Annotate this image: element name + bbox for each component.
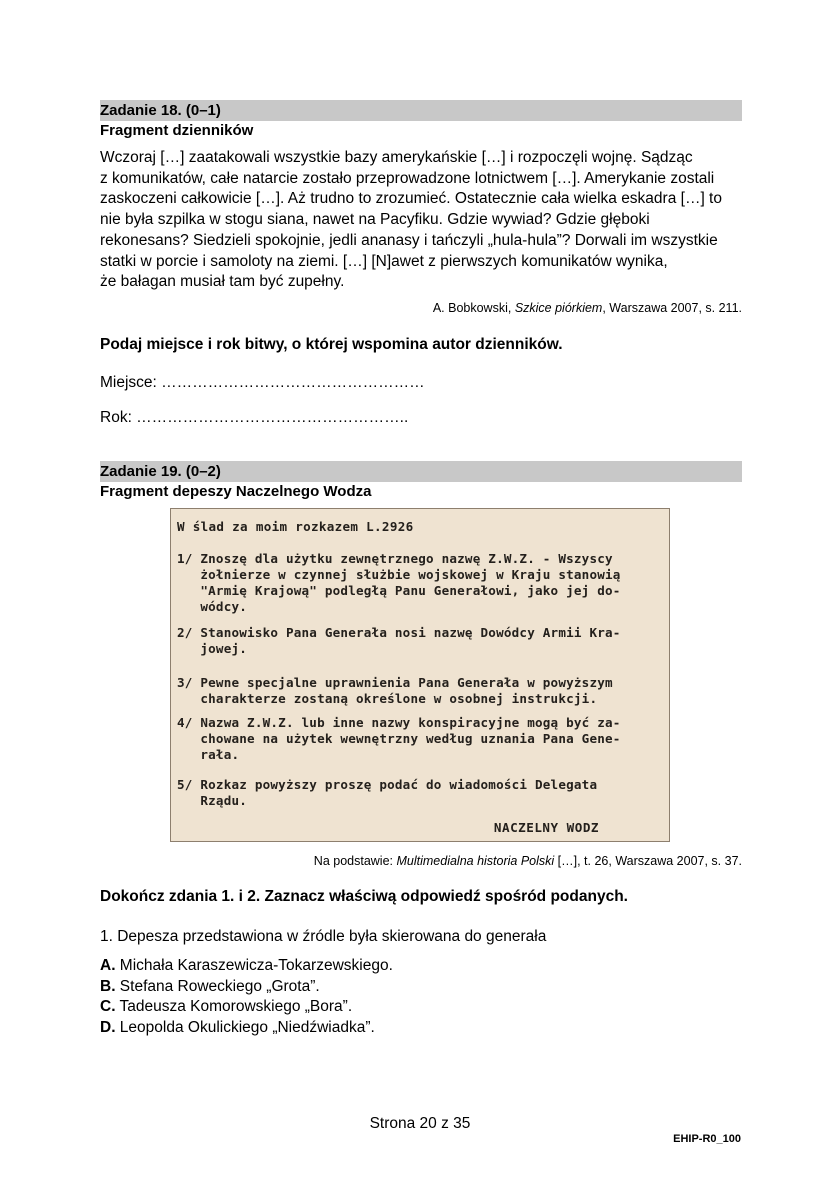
option-letter: B.: [100, 977, 116, 995]
source-title: Multimedialna historia Polski: [396, 854, 555, 868]
source-title: Szkice piórkiem: [514, 301, 603, 315]
source-prefix: A. Bobkowski,: [432, 301, 515, 315]
telegram-item-1: 1/ Znoszę dla użytku zewnętrznego nazwę Z.W.Z. - Wszyscy żołnierze w czynnej służbie wojskowej w Kraju stanowią "Armię Krajową" podległą Panu Generałowi, jako jej do- wódcy.: [177, 551, 621, 614]
diary-fragment: [100, 148, 740, 293]
task-18-source: [433, 301, 742, 315]
source-suffix: , Warszawa 2007, s. 211.: [602, 301, 742, 315]
option-text: Michała Karaszewicza-Tokarzewskiego.: [115, 957, 393, 974]
diary-line: Wczoraj […] zaatakowali wszystkie bazy amerykańskie […] i rozpoczęli wojnę. Sądząc: [100, 149, 693, 166]
answer-options: [100, 956, 393, 1038]
task-18-question: Podaj miejsce i rok bitwy, o której wspomina autor dzienników.: [100, 336, 563, 353]
telegram-heading: W ślad za moim rozkazem L.2926: [177, 519, 414, 534]
task-19-subtitle: Fragment depeszy Naczelnego Wodza: [100, 483, 372, 500]
page-number: Strona 20 z 35: [369, 1115, 471, 1132]
option-letter: D.: [100, 1018, 116, 1036]
option-b[interactable]: [100, 977, 393, 998]
telegram-signature: NACZELNY WODZ: [493, 820, 599, 835]
option-c[interactable]: [100, 997, 393, 1018]
option-d[interactable]: [100, 1018, 393, 1039]
source-prefix: Na podstawie:: [313, 854, 397, 868]
document-code: EHIP-R0_100: [673, 1133, 741, 1145]
task-18-header: Zadanie 18. (0–1): [100, 100, 742, 121]
task-19-header: Zadanie 19. (0–2): [100, 461, 742, 482]
task-19-instruction: Dokończ zdania 1. i 2. Zaznacz właściwą odpowiedź spośród podanych.: [100, 888, 628, 905]
task-19-source: [314, 854, 742, 868]
option-text: Leopolda Okulickiego „Niedźwiadka”.: [115, 1018, 375, 1036]
telegram-item-3: 3/ Pewne specjalne uprawnienia Pana Generała w powyższym charakterze zostaną określone w osobnej instrukcji.: [177, 675, 613, 706]
place-answer-line[interactable]: Miejsce: ……………………………………………: [100, 374, 425, 391]
year-answer-line[interactable]: Rok: ……………………………………………..: [100, 409, 409, 426]
diary-line: statki w porcie i samoloty na ziemi. […] [N]awet z pierwszych komunikatów wynika,: [100, 252, 668, 270]
diary-line: nie była szpilka w stogu siana, nawet na Pacyfiku. Gdzie wywiad? Gdzie głęboki: [100, 211, 650, 229]
option-letter: A.: [100, 957, 116, 974]
telegram-item-4: 4/ Nazwa Z.W.Z. lub inne nazwy konspiracyjne mogą być za- chowane na użytek wewnętrzny według uznania Pana Gene- rała.: [177, 715, 621, 762]
option-text: Stefana Roweckiego „Grota”.: [115, 977, 320, 995]
telegram-item-5: 5/ Rozkaz powyższy proszę podać do wiadomości Delegata Rządu.: [177, 777, 598, 808]
option-a[interactable]: [100, 956, 393, 977]
telegram-item-2: 2/ Stanowisko Pana Generała nosi nazwę Dowódcy Armii Kra- jowej.: [177, 625, 621, 656]
telegram-scan: [170, 508, 670, 842]
option-letter: C.: [100, 998, 116, 1015]
task-19-question-1: 1. Depesza przedstawiona w źródle była skierowana do generała: [100, 928, 547, 945]
diary-line: zaskoczeni całkowicie […]. Aż trudno to zrozumieć. Ostatecznie cała wielka eskadra […] to: [100, 190, 722, 208]
source-suffix: […], t. 26, Warszawa 2007, s. 37.: [554, 854, 742, 868]
diary-line: z komunikatów, całe natarcie zostało przeprowadzone lotnictwem […]. Amerykanie zostali: [100, 169, 715, 187]
option-text: Tadeusza Komorowskiego „Bora”.: [115, 998, 353, 1015]
diary-line: rekonesans? Siedzieli spokojnie, jedli ananasy i tańczyli „hula-hula”? Dorwali im wszystkie: [100, 231, 718, 249]
task-18-subtitle: Fragment dzienników: [100, 122, 254, 139]
diary-line: że bałagan musiał tam być zupełny.: [100, 273, 345, 291]
